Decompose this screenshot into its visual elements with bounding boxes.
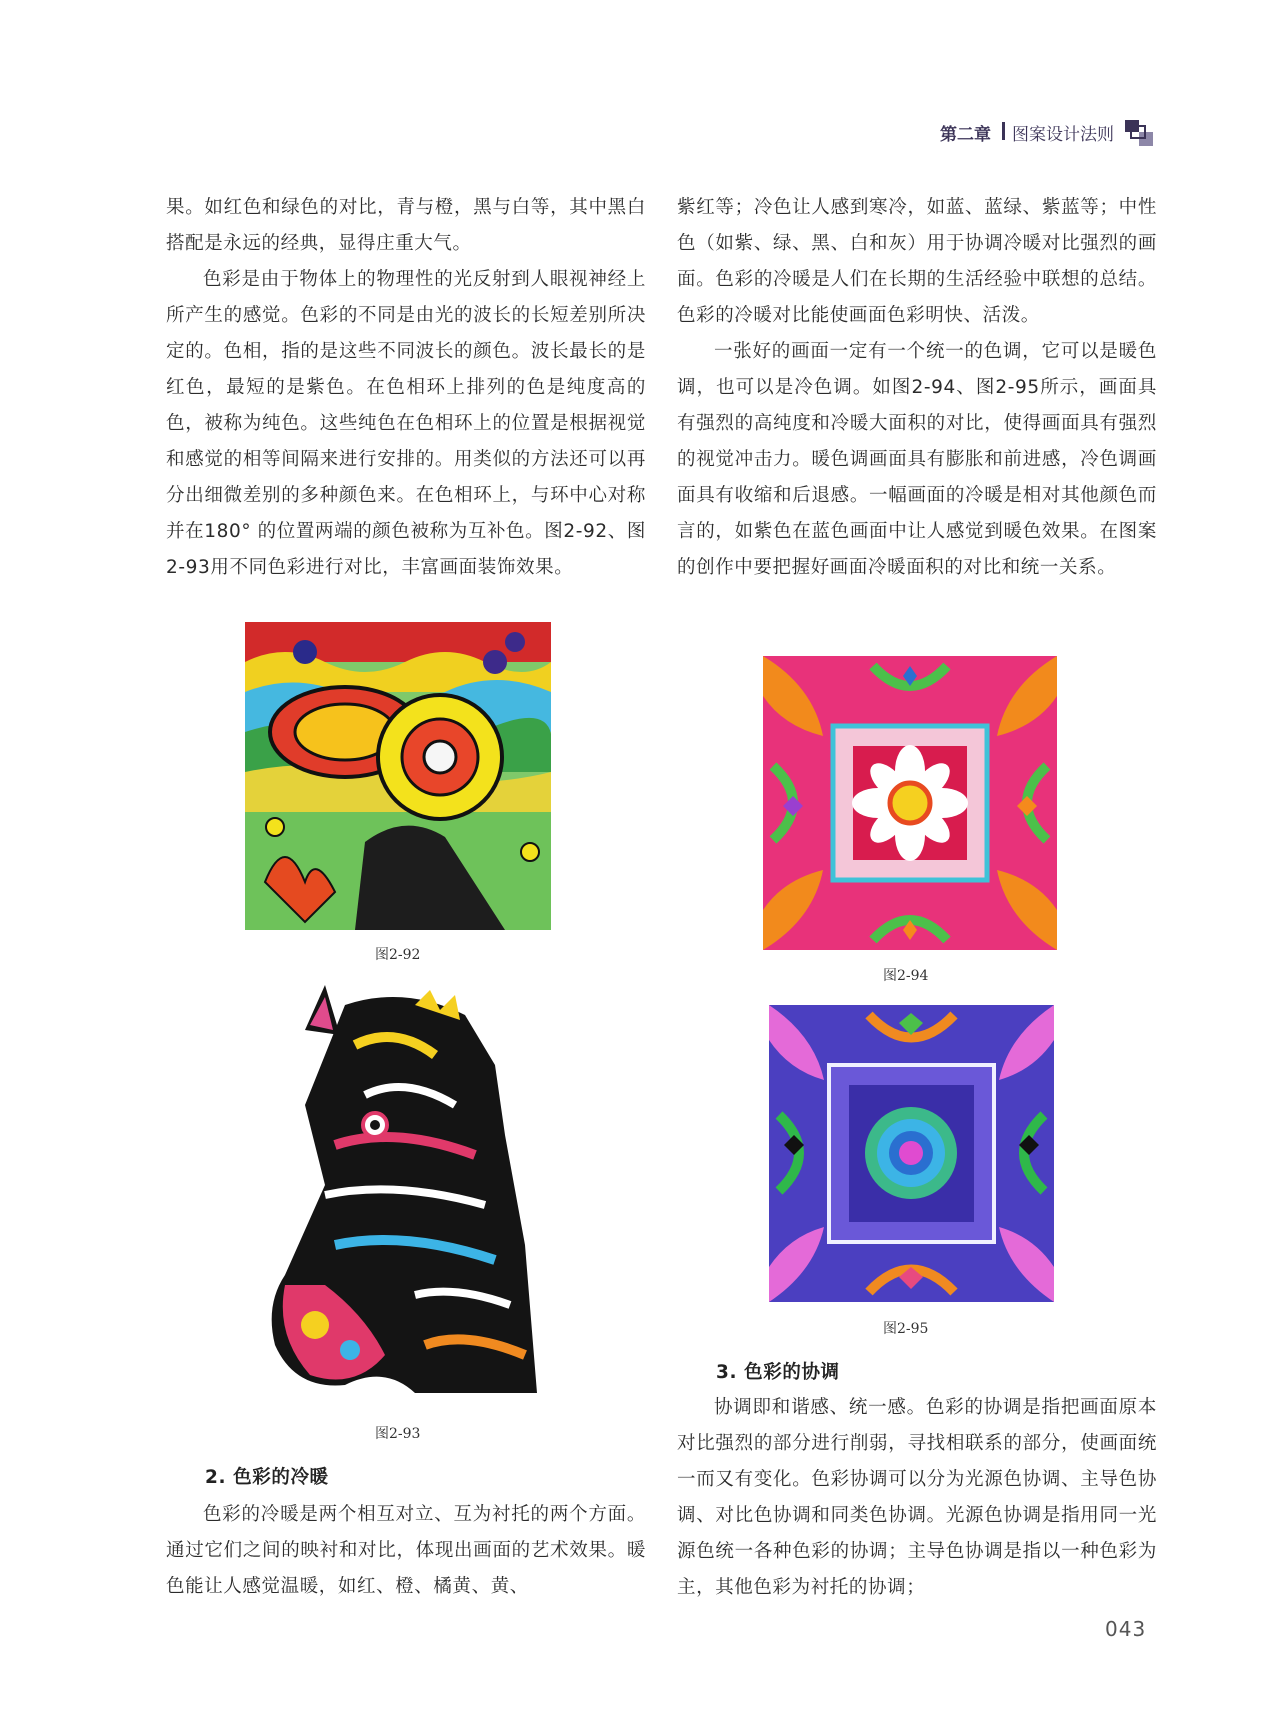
figure-caption: 图2-95 <box>883 1321 929 1337</box>
warm-floral-pattern <box>763 656 1057 950</box>
chapter-label: 第二章 <box>940 125 991 145</box>
running-header <box>940 120 1160 150</box>
decorative-zebra-painting <box>265 985 537 1393</box>
figure-2-93-image <box>265 985 537 1393</box>
header-ornament-icon <box>1125 120 1153 146</box>
paragraph: 紫红等；冷色让人感到寒冷，如蓝、蓝绿、紫蓝等；中性色（如紫、绿、黑、白和灰）用于协调冷暖对比强烈的画面。色彩的冷暖是人们在长期的生活经验中联想的总结。色彩的冷暖对比能使画面色彩明快、活泼。 <box>677 197 1157 326</box>
figure-caption: 图2-94 <box>883 968 929 984</box>
section-heading: 3. 色彩的协调 <box>716 1362 840 1383</box>
left-column-bottom <box>166 1497 646 1605</box>
landscape-pattern-painting <box>245 622 551 930</box>
paragraph: 果。如红色和绿色的对比，青与橙，黑与白等，其中黑白搭配是永远的经典，显得庄重大气。 <box>166 197 646 254</box>
header-divider <box>1002 122 1005 140</box>
figure-2-94-image <box>763 656 1057 950</box>
figure-caption: 图2-92 <box>375 947 421 963</box>
paragraph: 协调即和谐感、统一感。色彩的协调是指把画面原本对比强烈的部分进行削弱，寻找相联系的部分，使画面统一而又有变化。色彩协调可以分为光源色协调、主导色协调、对比色协调和同类色协调。光源色协调是指用同一光源色统一各种色彩的协调；主导色协调是指以一种色彩为主，其他色彩为衬托的协调； <box>677 1397 1157 1598</box>
paragraph: 色彩的冷暖是两个相互对立、互为衬托的两个方面。通过它们之间的映衬和对比，体现出画面的艺术效果。暖色能让人感觉温暖，如红、橙、橘黄、黄、 <box>166 1504 646 1597</box>
cool-floral-pattern <box>769 1005 1054 1302</box>
figure-caption: 图2-93 <box>375 1426 421 1442</box>
paragraph: 色彩是由于物体上的物理性的光反射到人眼视神经上所产生的感觉。色彩的不同是由光的波长的长短差别所决定的。色相，指的是这些不同波长的颜色。波长最长的是红色，最短的是紫色。在色相环上排列的色是纯度高的色，被称为纯色。这些纯色在色相环上的位置是根据视觉和感觉的相等间隔来进行安排的。用类似的方法还可以再分出细微差别的多种颜色来。在色相环上，与环中心对称并在180° 的位置两端的颜色被称为互补色。图2-92、图2-93用不同色彩进行对比，丰富画面装饰效果。 <box>166 269 646 578</box>
figure-2-95-image <box>769 1005 1054 1302</box>
left-column <box>166 190 646 586</box>
page-number: 043 <box>1105 1617 1147 1641</box>
right-column <box>677 190 1157 586</box>
paragraph: 一张好的画面一定有一个统一的色调，它可以是暖色调，也可以是冷色调。如图2-94、图2-95所示，画面具有强烈的高纯度和冷暖大面积的对比，使得画面具有强烈的视觉冲击力。暖色调画面具有膨胀和前进感，冷色调画面具有收缩和后退感。一幅画面的冷暖是相对其他颜色而言的，如紫色在蓝色画面中让人感觉到暖色效果。在图案的创作中要把握好画面冷暖面积的对比和统一关系。 <box>677 341 1157 578</box>
right-column-bottom <box>677 1390 1157 1606</box>
section-heading: 2. 色彩的冷暖 <box>205 1467 329 1488</box>
figure-2-92-image <box>245 622 551 930</box>
chapter-title: 图案设计法则 <box>1012 125 1114 145</box>
